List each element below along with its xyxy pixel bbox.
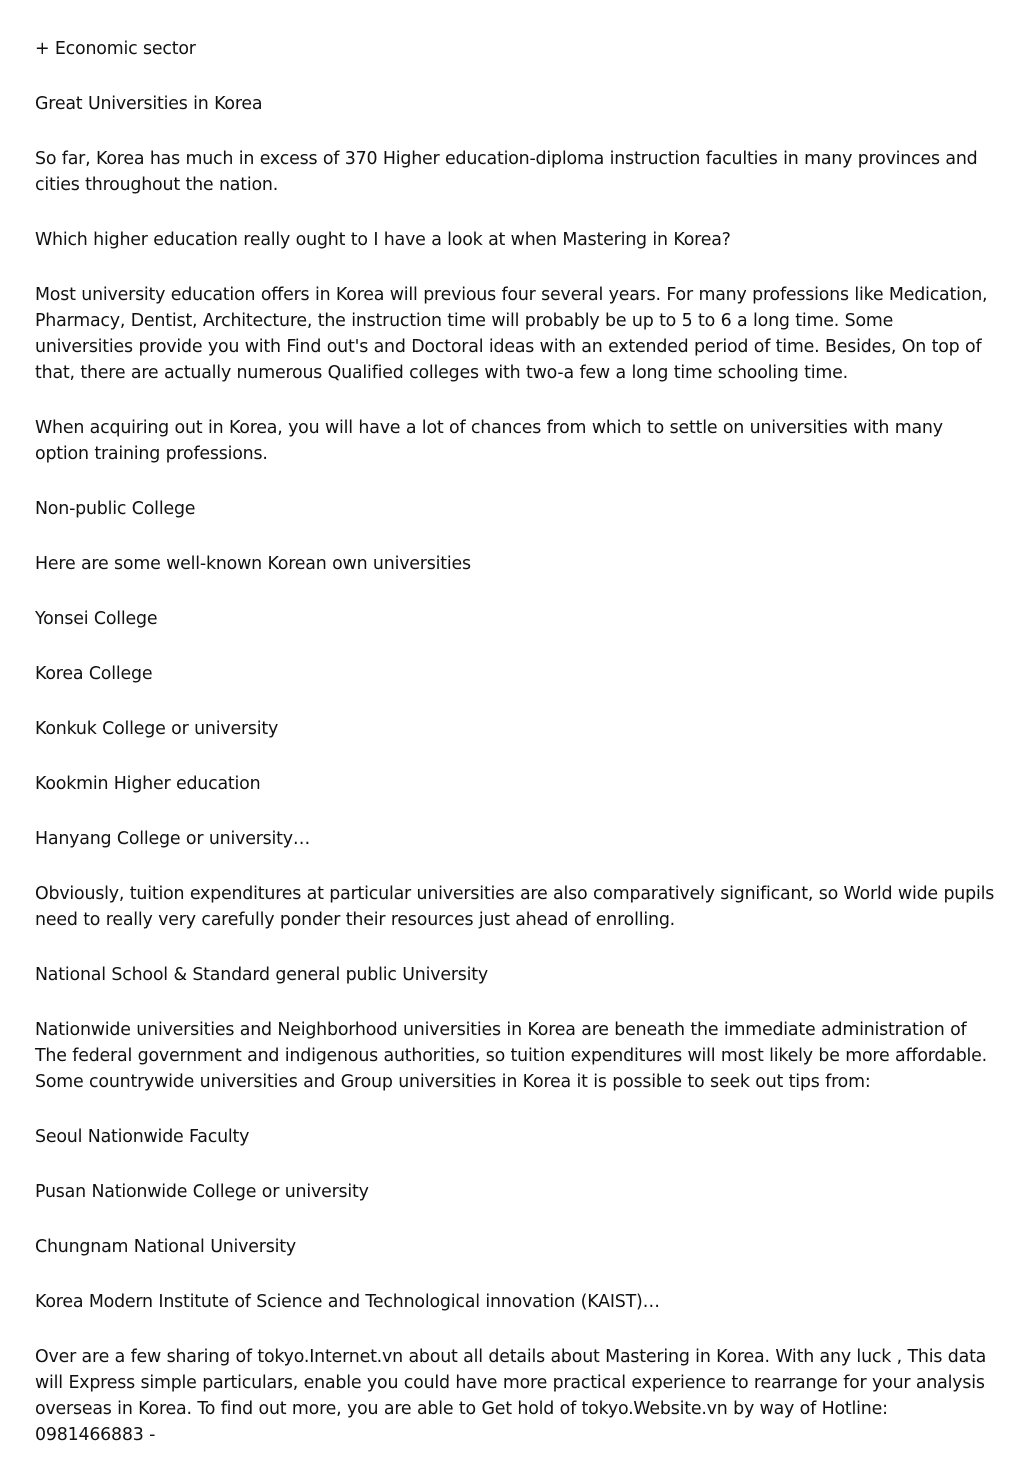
list-item-seoul: Seoul Nationwide Faculty — [35, 1127, 250, 1147]
paragraph-universities-count: So far, Korea has much in excess of 370 Higher education-diploma instruction faculties in many provinces and cities throughout the nation. — [35, 149, 978, 195]
list-item-kookmin: Kookmin Higher education — [35, 774, 261, 794]
heading-great-universities: Great Universities in Korea — [35, 94, 263, 114]
list-item-konkuk: Konkuk College or university — [35, 719, 279, 739]
paragraph-private-intro: Here are some well-known Korean own universities — [35, 554, 471, 574]
paragraph-tuition: Obviously, tuition expenditures at particular universities are also comparatively significant, so World wide pupils need to really very carefully ponder their resources just ahead of enrolling. — [35, 884, 995, 930]
heading-national-school: National School & Standard general public University — [35, 965, 488, 985]
document-page — [35, 36, 995, 1477]
paragraph-question: Which higher education really ought to I have a look at when Mastering in Korea? — [35, 230, 731, 250]
paragraph-national-intro: Nationwide universities and Neighborhood universities in Korea are beneath the immediate administration of The federal government and indigenous authorities, so tuition expenditures will most likely be more affordable. Some countrywide universities and Group universities in Korea it is possible to seek out tips from: — [35, 1020, 988, 1092]
list-item-chungnam: Chungnam National University — [35, 1237, 296, 1257]
paragraph-closing: Over are a few sharing of tokyo.Internet.vn about all details about Mastering in Korea. With any luck , This data will Express simple particulars, enable you could have more practical experience to rearrange for your analysis overseas in Korea. To find out more, you are able to Get hold of tokyo.Website.vn by way of Hotline: 0981466883 - — [35, 1347, 987, 1445]
list-item-yonsei: Yonsei College — [35, 609, 158, 629]
heading-private-college: Non-public College — [35, 499, 196, 519]
list-item-hanyang: Hanyang College or university… — [35, 829, 311, 849]
list-item-kaist: Korea Modern Institute of Science and Technological innovation (KAIST)… — [35, 1292, 660, 1312]
list-item-korea: Korea College — [35, 664, 153, 684]
list-item-pusan: Pusan Nationwide College or university — [35, 1182, 369, 1202]
paragraph-economic-sector: + Economic sector — [35, 39, 196, 59]
paragraph-program-length: Most university education offers in Korea will previous four several years. For many professions like Medication, Pharmacy, Dentist, Architecture, the instruction time will probably be up to 5 to 6 a long time. Some universities provide you with Find out's and Doctoral ideas with an extended period of time. Besides, On top of that, there are actually numerous Qualified colleges with two-a few a long time schooling time. — [35, 285, 988, 383]
paragraph-chances: When acquiring out in Korea, you will have a lot of chances from which to settle on universities with many option training professions. — [35, 418, 943, 464]
